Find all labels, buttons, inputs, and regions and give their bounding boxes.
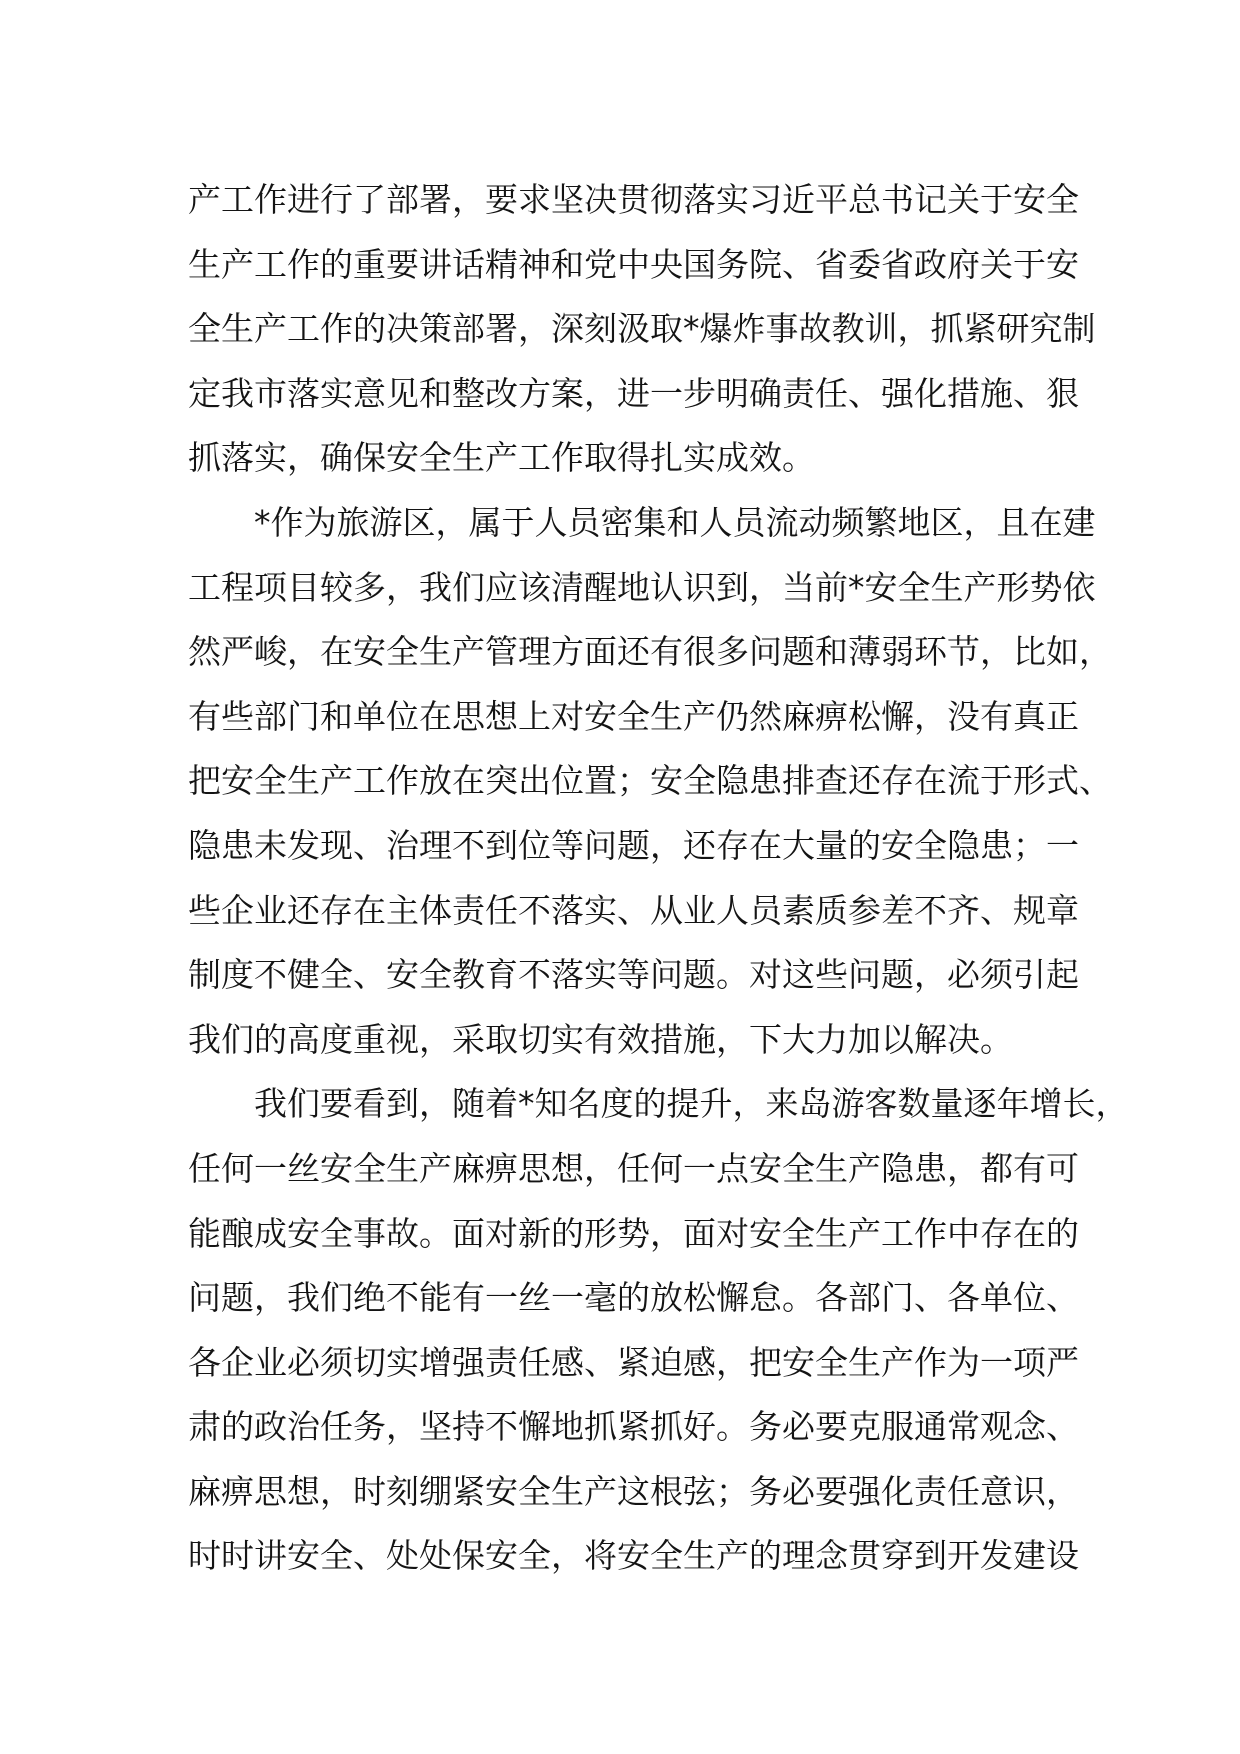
text-line: *作为旅游区，属于人员密集和人员流动频繁地区，且在建 (254, 502, 1096, 542)
body-text (188, 168, 1129, 1589)
text-line: 抓落实，确保安全生产工作取得扎实成效。 (188, 438, 815, 478)
text-line: 有些部门和单位在思想上对安全生产仍然麻痹松懈，没有真正 (188, 696, 1079, 736)
text-line: 麻痹思想，时刻绷紧安全生产这根弦；务必要强化责任意识， (188, 1471, 1079, 1511)
text-line: 工程项目较多，我们应该清醒地认识到，当前*安全生产形势依 (188, 567, 1096, 607)
text-line: 然严峻，在安全生产管理方面还有很多问题和薄弱环节，比如， (188, 632, 1112, 672)
text-line: 我们的高度重视，采取切实有效措施，下大力加以解决。 (188, 1019, 1013, 1059)
text-line: 产工作进行了部署，要求坚决贯彻落实习近平总书记关于安全 (188, 180, 1079, 219)
text-line: 肃的政治任务，坚持不懈地抓紧抓好。务必要克服通常观念、 (188, 1407, 1079, 1447)
text-line: 能酿成安全事故。面对新的形势，面对安全生产工作中存在的 (188, 1213, 1079, 1253)
text-line: 各企业必须切实增强责任感、紧迫感，把安全生产作为一项严 (188, 1342, 1079, 1382)
text-line: 制度不健全、安全教育不落实等问题。对这些问题，必须引起 (188, 955, 1079, 995)
text-line: 生产工作的重要讲话精神和党中央国务院、省委省政府关于安 (188, 244, 1079, 284)
text-line: 些企业还存在主体责任不落实、从业人员素质参差不齐、规章 (188, 890, 1079, 930)
text-line: 把安全生产工作放在突出位置；安全隐患排查还存在流于形式、 (188, 761, 1112, 801)
text-line: 时时讲安全、处处保安全，将安全生产的理念贯穿到开发建设 (188, 1536, 1079, 1576)
text-line: 定我市落实意见和整改方案，进一步明确责任、强化措施、狠 (188, 373, 1079, 413)
text-line: 我们要看到，随着*知名度的提升，来岛游客数量逐年增长， (254, 1084, 1129, 1124)
text-line: 问题，我们绝不能有一丝一毫的放松懈怠。各部门、各单位、 (188, 1278, 1079, 1318)
text-line: 任何一丝安全生产麻痹思想，任何一点安全生产隐患，都有可 (188, 1148, 1079, 1188)
text-line: 全生产工作的决策部署，深刻汲取*爆炸事故教训，抓紧研究制 (188, 309, 1096, 349)
text-line: 隐患未发现、治理不到位等问题，还存在大量的安全隐患；一 (188, 825, 1079, 865)
